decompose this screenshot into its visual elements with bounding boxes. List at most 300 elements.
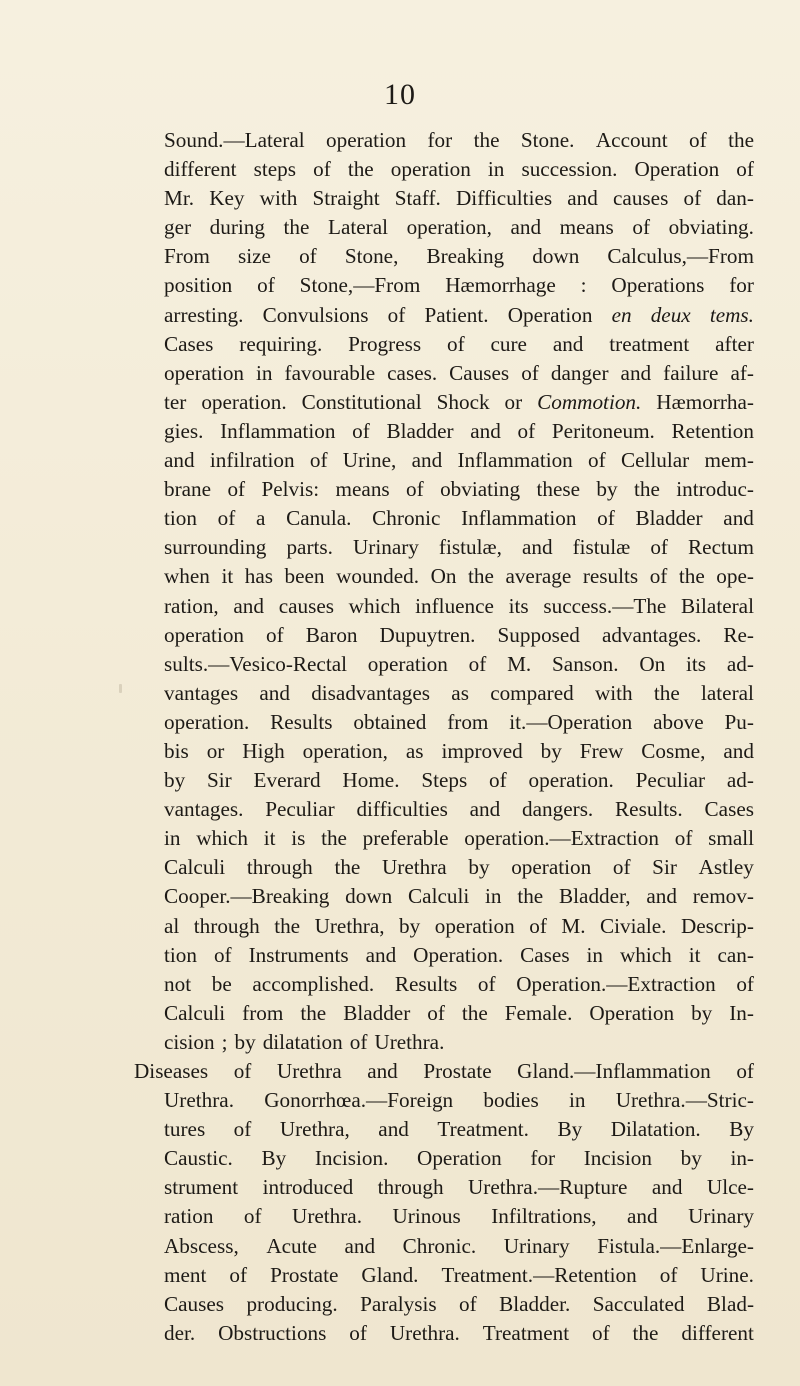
word: in xyxy=(164,826,181,851)
word: Instruments xyxy=(248,942,349,967)
word: of xyxy=(427,1000,445,1025)
word: means xyxy=(559,215,614,240)
word: the xyxy=(473,128,500,152)
word: steps xyxy=(253,157,297,182)
word: Frew xyxy=(579,738,624,763)
word: causes xyxy=(278,593,334,618)
word: Patient. xyxy=(424,302,489,327)
word: by xyxy=(540,738,562,763)
text-line xyxy=(164,941,754,970)
text-line xyxy=(164,242,754,271)
word: Urethra. xyxy=(374,1029,445,1054)
word: Abscess, xyxy=(164,1233,239,1258)
text-line xyxy=(164,766,754,795)
text-line xyxy=(164,533,754,562)
word: the xyxy=(347,157,374,182)
word: of xyxy=(736,1059,754,1083)
word: Peculiar xyxy=(635,768,706,793)
word: Inflammation xyxy=(457,448,573,473)
word: Operation xyxy=(507,302,593,327)
word: accomplished. xyxy=(252,971,375,996)
text-line xyxy=(164,504,754,533)
word: by xyxy=(164,768,186,793)
word: as xyxy=(405,738,424,763)
word: the xyxy=(728,128,754,152)
word: af- xyxy=(730,360,754,385)
word: By xyxy=(557,1117,583,1142)
word: of xyxy=(299,244,317,269)
word: of xyxy=(446,331,465,356)
word: of xyxy=(213,942,232,967)
text-line xyxy=(164,126,754,155)
word: operation, xyxy=(302,738,388,763)
word: and xyxy=(411,448,443,473)
word: Pu- xyxy=(724,709,754,734)
word: in xyxy=(256,360,273,385)
word: and xyxy=(367,1059,398,1083)
word: cure xyxy=(490,331,527,356)
word: improved xyxy=(441,738,523,763)
word: of xyxy=(588,448,606,473)
word: Peculiar xyxy=(265,797,335,822)
word: of xyxy=(683,186,702,211)
word: after xyxy=(715,331,754,356)
word: Everard xyxy=(253,768,321,793)
word: of xyxy=(233,1117,252,1142)
word: by xyxy=(680,1146,702,1171)
word: the xyxy=(678,564,705,589)
text-line xyxy=(164,795,754,824)
word: Constitutional xyxy=(301,389,422,414)
word: Cases xyxy=(704,797,754,822)
word: through xyxy=(246,855,313,880)
word: Retention xyxy=(671,418,754,443)
word: above xyxy=(653,709,704,734)
word: Commotion. xyxy=(537,389,642,414)
text-line xyxy=(164,999,754,1028)
word: results xyxy=(582,564,639,589)
word: the xyxy=(653,680,680,705)
word: operation. xyxy=(201,389,287,414)
text-line xyxy=(164,1261,754,1290)
word: Bilateral xyxy=(681,593,754,618)
word: the xyxy=(334,855,361,880)
word: dan- xyxy=(716,186,754,211)
word: Urethra xyxy=(381,855,447,880)
word: ad- xyxy=(726,768,754,793)
word: of xyxy=(459,1291,477,1316)
word: Causes xyxy=(164,1291,225,1316)
word: Staff. xyxy=(394,186,441,211)
word: Urine, xyxy=(342,448,397,473)
text-line xyxy=(164,155,754,184)
word: wounded. xyxy=(336,564,420,589)
word: Hæmorrha- xyxy=(656,389,754,414)
word: introduc- xyxy=(676,477,754,502)
word: the xyxy=(274,913,301,938)
word: Urinary xyxy=(503,1233,570,1258)
word: operation. xyxy=(528,768,614,793)
word: when xyxy=(164,564,210,589)
word: Fistula.—Enlarge- xyxy=(597,1233,754,1258)
word: Calculus,—From xyxy=(607,244,754,269)
word: of xyxy=(674,826,693,851)
word: M. xyxy=(561,913,586,938)
word: has xyxy=(244,564,273,589)
word: difficulties xyxy=(356,797,448,822)
word: the xyxy=(468,564,494,589)
word: or xyxy=(504,389,523,414)
word: for xyxy=(729,273,754,298)
word: tems. xyxy=(709,302,754,327)
word: Calculi xyxy=(164,855,226,880)
word: of xyxy=(257,273,275,298)
word: ter xyxy=(164,389,187,414)
word: der. xyxy=(164,1320,196,1345)
word: in xyxy=(485,884,502,909)
word: operation xyxy=(434,913,515,938)
text-line xyxy=(164,184,754,213)
word: of xyxy=(468,651,487,676)
word: On xyxy=(430,564,457,589)
word: Re- xyxy=(723,622,754,647)
word: operation xyxy=(390,157,471,182)
word: is xyxy=(291,826,306,851)
word: Rectum xyxy=(688,535,754,560)
word: of xyxy=(591,1320,610,1345)
word: Results xyxy=(270,709,333,734)
word: deux xyxy=(650,302,691,327)
word: the xyxy=(461,1000,488,1025)
text-line xyxy=(164,446,754,475)
word: ger xyxy=(164,215,192,240)
word: and xyxy=(344,1233,376,1258)
text-line xyxy=(164,1202,754,1231)
word: advantages. xyxy=(601,622,702,647)
text-line xyxy=(164,1173,754,1202)
word: in xyxy=(487,157,505,182)
word: Treatment xyxy=(482,1320,570,1345)
word: Stone,—From xyxy=(299,273,421,298)
text-line xyxy=(164,1319,754,1348)
word: be xyxy=(211,971,232,996)
word: Infiltrations, xyxy=(491,1204,597,1229)
word: through xyxy=(377,1175,444,1200)
word: treatment xyxy=(609,331,690,356)
word: or xyxy=(206,738,225,763)
word: Urinary xyxy=(688,1204,754,1229)
word: Sound.—Lateral xyxy=(164,128,305,152)
word: of xyxy=(650,535,668,560)
word: not xyxy=(164,971,192,996)
word: it.—Operation xyxy=(509,709,633,734)
word: Convulsions xyxy=(262,302,369,327)
word: in xyxy=(586,942,604,967)
word: of xyxy=(243,1204,262,1229)
word: Bladder xyxy=(386,418,454,443)
word: causes xyxy=(613,186,669,211)
word: the xyxy=(517,884,544,909)
word: Caustic. xyxy=(164,1146,233,1171)
word: From xyxy=(164,244,210,269)
word: operation xyxy=(326,128,407,152)
word: parts. xyxy=(286,535,333,560)
word: Operation.—Extraction xyxy=(516,971,716,996)
word: through xyxy=(193,913,260,938)
paper-speck xyxy=(119,684,122,693)
text-line xyxy=(164,330,754,359)
word: tion xyxy=(164,506,197,531)
word: by xyxy=(399,913,421,938)
word: fistulæ xyxy=(572,535,631,560)
word: and xyxy=(259,680,290,705)
body-text xyxy=(134,126,754,1348)
text-line xyxy=(164,1115,754,1144)
word: Sanson. xyxy=(552,651,619,676)
word: Gland.—Inflammation xyxy=(517,1059,711,1083)
word: and xyxy=(378,1117,409,1142)
word: a xyxy=(256,506,266,531)
word: Bladder xyxy=(635,506,703,531)
word: disadvantages xyxy=(311,680,431,705)
word: Causes xyxy=(449,360,510,385)
word: of xyxy=(659,1262,678,1287)
word: Supposed xyxy=(497,622,580,647)
text-line xyxy=(164,301,754,330)
word: ; xyxy=(221,1029,228,1054)
word: the xyxy=(321,826,347,851)
word: Operation. xyxy=(413,942,504,967)
word: as xyxy=(451,680,469,705)
word: Ulce- xyxy=(706,1175,754,1200)
word: small xyxy=(708,826,754,851)
text-line xyxy=(164,737,754,766)
word: Cases xyxy=(520,942,570,967)
word: preferable xyxy=(362,826,449,851)
word: Sir xyxy=(652,855,677,880)
word: arresting. xyxy=(164,302,244,327)
word: of xyxy=(227,477,246,502)
word: it xyxy=(688,942,701,967)
word: from xyxy=(242,1000,284,1025)
word: Urine. xyxy=(700,1262,754,1287)
word: Diseases xyxy=(134,1059,209,1083)
word: Cooper.—Breaking xyxy=(164,884,330,909)
word: brane xyxy=(164,477,212,502)
word: operation. xyxy=(164,709,250,734)
word: obviating. xyxy=(668,215,754,240)
word: operation.—Extraction xyxy=(464,826,659,851)
word: of xyxy=(632,215,651,240)
word: Stone, xyxy=(344,244,399,269)
word: Incision xyxy=(583,1146,652,1171)
word: these xyxy=(536,477,581,502)
text-line xyxy=(164,592,754,621)
word: Urethra, xyxy=(314,913,385,938)
word: which xyxy=(196,826,248,851)
word: Breaking xyxy=(426,244,505,269)
word: Sir xyxy=(207,768,232,793)
word: its xyxy=(686,651,707,676)
word: ope- xyxy=(716,564,754,589)
word: during xyxy=(209,215,265,240)
word: ment xyxy=(164,1262,207,1287)
word: by xyxy=(691,1000,713,1025)
word: Account xyxy=(595,128,668,152)
word: Peritoneum. xyxy=(551,418,655,443)
word: Treatment.—Retention xyxy=(441,1262,637,1287)
word: Operation xyxy=(589,1000,675,1025)
word: producing. xyxy=(246,1291,338,1316)
word: in- xyxy=(730,1146,754,1171)
text-line xyxy=(164,650,754,679)
word: Shock xyxy=(436,389,490,414)
page-number: 10 xyxy=(384,78,416,111)
word: remov- xyxy=(692,884,754,909)
word: and xyxy=(627,1204,658,1229)
word: Prostate xyxy=(423,1059,492,1083)
word: tures xyxy=(164,1117,206,1142)
word: dilatation xyxy=(262,1029,343,1054)
word: sults.—Vesico-Rectal xyxy=(164,651,347,676)
word: vantages. xyxy=(164,797,244,822)
text-line xyxy=(164,679,754,708)
text-line xyxy=(164,388,754,417)
word: Hæmorrhage xyxy=(445,273,556,298)
word: By xyxy=(729,1117,754,1142)
word: the xyxy=(633,477,660,502)
word: Bladder. xyxy=(499,1291,571,1316)
word: of xyxy=(352,418,370,443)
word: requiring. xyxy=(239,331,323,356)
word: mem- xyxy=(704,448,754,473)
word: Difficulties xyxy=(456,186,553,211)
word: fistulæ, xyxy=(438,535,502,560)
word: of xyxy=(736,971,754,996)
word: Urethra xyxy=(276,1059,342,1083)
word: and xyxy=(646,884,677,909)
word: By xyxy=(261,1146,287,1171)
word: of xyxy=(517,418,536,443)
word: Female. xyxy=(504,1000,573,1025)
word: influence xyxy=(415,593,494,618)
word: Calculi xyxy=(408,884,470,909)
word: of xyxy=(597,506,615,531)
text-line xyxy=(164,271,754,300)
word: which xyxy=(348,593,401,618)
word: of xyxy=(217,506,236,531)
word: Lateral xyxy=(328,215,388,240)
word: operation xyxy=(367,651,448,676)
word: Pelvis: xyxy=(261,477,320,502)
text-line xyxy=(134,1057,754,1086)
word: in xyxy=(568,1088,586,1113)
word: Descrip- xyxy=(680,913,754,938)
word: gies. xyxy=(164,418,204,443)
word: of xyxy=(489,768,507,793)
word: and xyxy=(164,448,195,473)
word: and xyxy=(567,186,598,211)
word: bodies xyxy=(483,1088,539,1113)
word: Urethra. xyxy=(292,1204,363,1229)
word: it xyxy=(263,826,276,851)
word: and xyxy=(552,331,584,356)
text-line xyxy=(164,475,754,504)
word: of xyxy=(612,855,631,880)
word: from xyxy=(447,709,489,734)
word: Calculi xyxy=(164,1000,226,1025)
word: and xyxy=(521,535,553,560)
word: failure xyxy=(663,360,719,385)
word: Sacculated xyxy=(592,1291,685,1316)
text-line xyxy=(164,708,754,737)
word: Cases xyxy=(164,331,214,356)
word: which xyxy=(620,942,672,967)
word: and xyxy=(469,797,501,822)
word: of xyxy=(309,448,328,473)
word: vantages xyxy=(164,680,239,705)
word: Results xyxy=(394,971,458,996)
word: and xyxy=(365,942,397,967)
word: Urethra.—Rupture xyxy=(468,1175,628,1200)
word: Gland. xyxy=(361,1262,419,1287)
text-line xyxy=(164,562,754,591)
word: dangers. xyxy=(522,797,594,822)
word: Inflammation xyxy=(461,506,577,531)
word: of xyxy=(349,1320,367,1345)
word: On xyxy=(639,651,666,676)
word: Bladder xyxy=(343,1000,411,1025)
text-line xyxy=(164,1144,754,1173)
word: tion xyxy=(164,942,197,967)
word: and xyxy=(470,418,501,443)
word: Civiale. xyxy=(599,913,667,938)
word: Stone. xyxy=(520,128,575,152)
word: position xyxy=(164,273,233,298)
word: Urethra.—Stric- xyxy=(615,1088,754,1113)
text-line xyxy=(164,1028,754,1057)
word: the xyxy=(632,1320,659,1345)
word: down xyxy=(345,884,393,909)
word: operation xyxy=(164,622,245,647)
word: of xyxy=(736,157,754,182)
word: Treatment. xyxy=(437,1117,529,1142)
word: compared xyxy=(490,680,574,705)
word: means xyxy=(335,477,390,502)
word: it xyxy=(221,564,234,589)
word: Straight xyxy=(312,186,380,211)
word: obtained xyxy=(353,709,427,734)
word: Baron xyxy=(305,622,358,647)
word: introduced xyxy=(262,1175,354,1200)
word: Blad- xyxy=(706,1291,754,1316)
word: bis xyxy=(164,738,189,763)
word: different xyxy=(681,1320,754,1345)
word: of xyxy=(521,360,539,385)
word: of xyxy=(477,971,496,996)
word: Inflammation xyxy=(220,418,336,443)
word: al xyxy=(164,913,180,938)
word: of xyxy=(313,157,331,182)
word: Operation xyxy=(634,157,720,182)
word: Key xyxy=(209,186,245,211)
word: cision xyxy=(164,1029,215,1054)
word: strument xyxy=(164,1175,239,1200)
word: with xyxy=(594,680,633,705)
word: Chronic. xyxy=(402,1233,477,1258)
word: surrounding xyxy=(164,535,267,560)
text-line xyxy=(164,970,754,999)
